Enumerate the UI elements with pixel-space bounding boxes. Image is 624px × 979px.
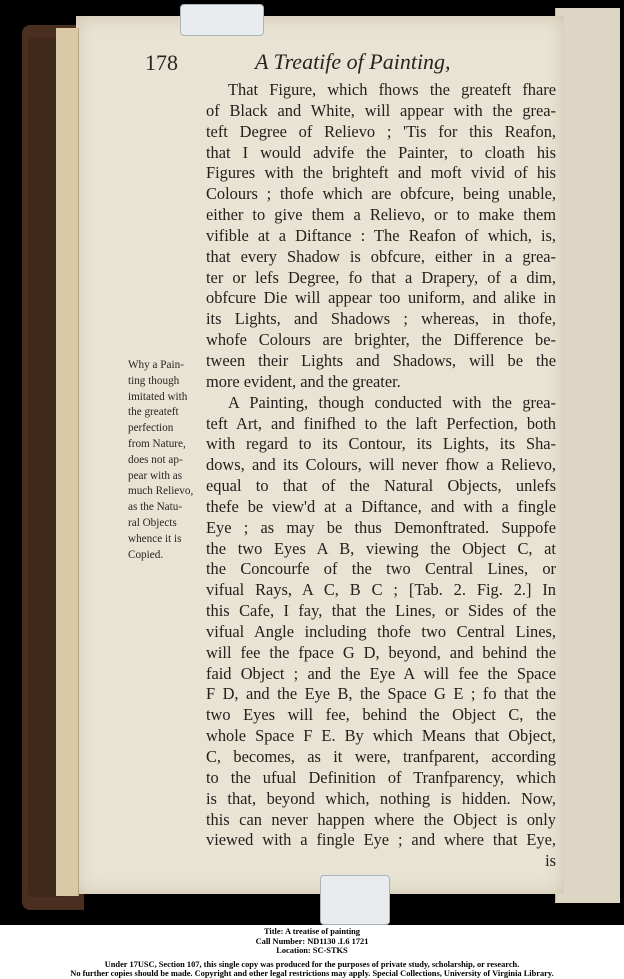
page-clip-bottom [320,875,390,925]
text-line: vifual Angle including thofe two Central Lines, [206,621,556,641]
copyright-line: No further copies should be made. Copyright and other legal restrictions may apply. Special Collections, University of Virginia Library. [70,969,554,979]
running-title: A Treatife of Painting, [255,49,451,74]
copyright-notice [0,960,624,979]
text-line: thefe be view'd at a Diftance, and with a fingle [206,496,556,516]
text-line: whole Space F E. By which Means that Object, [206,726,556,746]
text-line: vifual Rays, A C, B C ; [Tab. 2. Fig. 2.] In [206,580,556,600]
text-line: this Cafe, I fay, that the Lines, or Sides of the [206,601,556,621]
page-header [145,50,560,78]
marginal-note-line: does not ap- [128,453,183,466]
text-line: is that, beyond which, nothing is hidden. Now, [206,788,556,808]
marginal-note-line: ral Objects [128,516,177,529]
text-line: equal to that of the Natural Objects, unlefs [206,476,556,496]
text-line: dows, and its Colours, will never fhow a Relievo, [206,455,556,475]
text-line: ter or lefs Degree, fo that a Drapery, of a dim, [206,267,556,287]
text-line: tween their Lights and Shadows, will be the [206,350,556,370]
text-line: That Figure, which fhows the greateft fhare [228,80,556,99]
text-line: Figures with the brighteft and moft vivid of his [206,163,556,183]
page-gutter [56,28,79,896]
text-line: viewed with a fingle Eye ; and where that Eye, [206,830,556,850]
text-line: this can never happen where the Object is only [206,809,556,829]
text-line: C, becomes, as it were, tranfparent, according [206,747,556,766]
text-line: two Eyes will fee, behind the Object C, the [206,705,556,725]
marginal-note-line: the greateft [128,406,179,419]
marginal-note-line: from Nature, [128,437,186,450]
marginal-note-line: perfection [128,422,174,435]
catalog-title: Title: A treatise of painting [264,927,360,936]
marginal-note-line: whence it is [128,532,182,545]
marginal-note-line: as the Natu- [128,501,183,514]
text-line: the two Eyes A B, viewing the Object C, at [206,538,556,558]
page-clip-top [180,4,264,36]
text-line: vifible at a Diftance : The Reafon of which, is, [206,225,556,245]
text-line: teft Art, and finifhed to the laft Perfection, both [206,413,556,433]
text-line: with regard to its Contour, its Lights, its Sha- [206,434,556,454]
text-line: obfcure Die will appear too uniform, and alike in [206,288,556,308]
text-line: faid Object ; and the Eye A will fee the Space [206,663,556,683]
body-text [206,80,556,872]
marginal-note-line: Copied. [128,548,164,561]
text-line: Colours ; thofe which are obfcure, being unable, [206,184,556,204]
marginal-note-line: Why a Pain- [128,359,184,371]
text-line: whofe Colours are brighter, the Difference be- [206,330,556,350]
text-line: that I would advife the Painter, to cloath his [206,142,556,162]
text-line: of Black and White, will appear with the grea- [206,100,556,120]
catalog-info [0,925,624,956]
text-line: to the ufual Definition of Tranfparency, which [206,767,556,787]
marginal-note [128,358,212,563]
marginal-note-line: pear with as [128,469,183,482]
text-line: A Painting, though conducted with the grea- [228,392,556,412]
text-line: that every Shadow is obfcure, either in a grea- [206,246,556,266]
library-footer [0,925,624,979]
text-line: Eye ; as may be thus Demonftrated. Suppofe [206,517,556,537]
page-number: 178 [145,50,178,75]
copyright-line: Under 17USC, Section 107, this single copy was produced for the purposes of private study, scholarship, or research. [104,959,520,969]
text-line: more evident, and the greater. [206,371,401,391]
text-line: its Lights, and Shadows ; whereas, in thofe, [206,309,556,329]
text-line: F D, and the Eye B, the Space G E ; fo that the [206,684,556,704]
text-line: the Concourfe of the two Central Lines, or [206,559,556,579]
marginal-note-line: imitated with [128,390,188,403]
catchword: is [545,851,556,871]
text-line: teft Degree of Relievo ; 'Tis for this Reafon, [206,121,556,141]
call-number: Call Number: ND1130 .L6 1721 [255,936,369,946]
marginal-note-line: ting though [128,374,180,387]
text-line: either to give them a Relievo, or to make them [206,205,556,225]
location: Location: SC-STKS [276,946,348,956]
adjacent-page-edge [555,8,620,903]
marginal-note-line: much Relievo, [128,485,194,498]
text-line: will fee the fpace G D, beyond, and behind the [206,642,556,662]
